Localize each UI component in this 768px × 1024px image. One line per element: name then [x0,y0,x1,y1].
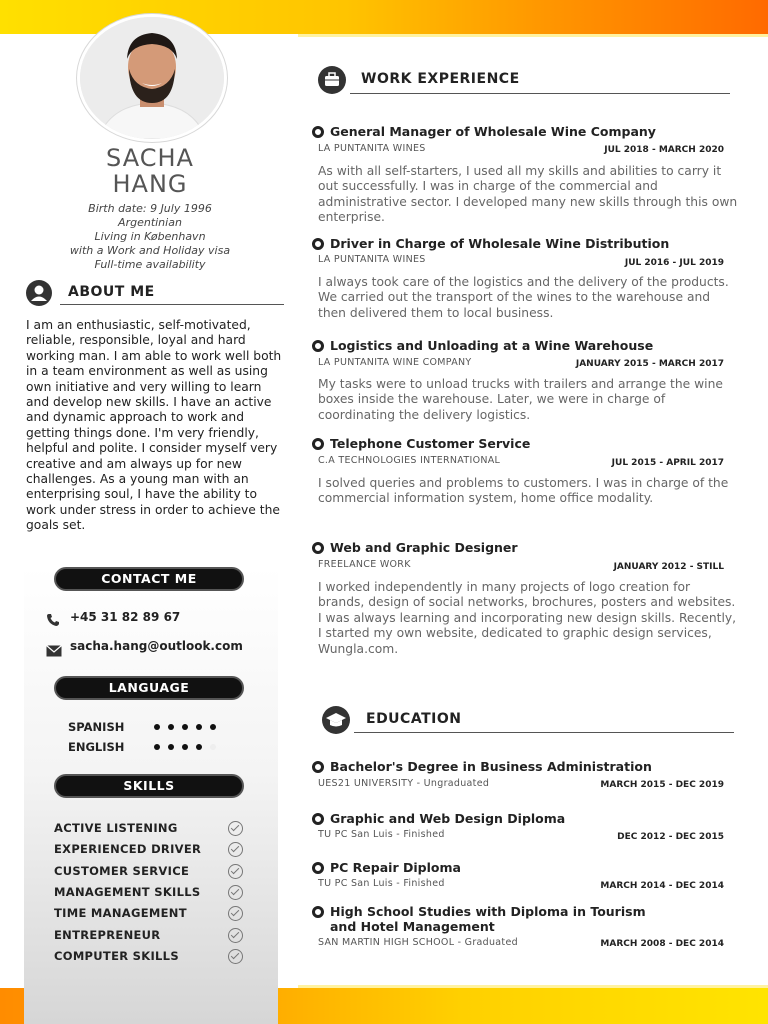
job-description: As with all self-starters, I used all my skills and abilities to carry it out successfully. I was in charge of the commercial and administrative sector. I developed many new skills through this own enterprise. [318,164,738,225]
bullet-icon [312,813,324,825]
bullet-icon [312,438,324,450]
name-first: SACHA [106,144,194,172]
job-company: FREELANCE WORK [318,559,411,570]
briefcase-icon [318,66,346,94]
check-icon [228,842,243,857]
skill-item: TIME MANAGEMENT [54,906,187,920]
bullet-icon [312,862,324,874]
person-icon [26,280,52,306]
job-dates: JANUARY 2012 - STILL [613,562,724,572]
job-company: C.A TECHNOLOGIES INTERNATIONAL [318,455,501,466]
check-icon [228,885,243,900]
job-dates: JUL 2018 - MARCH 2020 [604,145,724,155]
education-dates: MARCH 2015 - DEC 2019 [600,780,724,790]
language-level-spanish [154,724,216,730]
check-icon [228,949,243,964]
education-school: TU PC San Luis - Finished [318,829,445,840]
nationality: Argentinian [118,216,182,229]
skill-item: CUSTOMER SERVICE [54,864,190,878]
phone-number[interactable]: +45 31 82 89 67 [70,610,181,624]
job-title: Logistics and Unloading at a Wine Warehouse [330,338,654,353]
skill-item: MANAGEMENT SKILLS [54,885,201,899]
education-school: UES21 UNIVERSITY - Ungraduated [318,778,490,789]
job-title: General Manager of Wholesale Wine Company [330,124,656,139]
bullet-icon [312,340,324,352]
education-dates: DEC 2012 - DEC 2015 [617,832,724,842]
name-last: HANG [112,170,188,198]
mail-icon [46,642,62,661]
job-dates: JUL 2016 - JUL 2019 [624,258,724,268]
check-icon [228,906,243,921]
profile-photo [77,14,227,142]
education-dates: MARCH 2014 - DEC 2014 [600,881,724,891]
birth-date: Birth date: 9 July 1996 [88,202,212,215]
skill-item: ENTREPRENEUR [54,928,161,942]
job-title: Telephone Customer Service [330,436,531,451]
job-description: I always took care of the logistics and the delivery of the products. We carried out the transport of the wines to the warehouse and then delivered them to local business. [318,275,729,320]
about-rule [60,304,284,305]
email-address[interactable]: sacha.hang@outlook.com [70,639,243,653]
availability: Full-time availability [94,258,206,271]
visa-status: with a Work and Holiday visa [69,244,231,257]
job-dates: JUL 2015 - APRIL 2017 [611,458,724,468]
bullet-icon [312,126,324,138]
language-name: ENGLISH [68,740,125,754]
education-title: Graphic and Web Design Diploma [330,811,566,826]
education-heading: EDUCATION [366,711,462,727]
job-dates: JANUARY 2015 - MARCH 2017 [575,359,724,369]
education-school: SAN MARTIN HIGH SCHOOL - Graduated [318,937,518,948]
education-title: PC Repair Diploma [330,860,461,875]
education-school: TU PC San Luis - Finished [318,878,445,889]
education-dates: MARCH 2008 - DEC 2014 [600,939,724,949]
education-rule [354,732,734,733]
skills-heading: SKILLS [54,774,244,798]
phone-icon [46,612,60,631]
education-title: High School Studies with Diploma in Tourism [330,904,646,919]
language-level-english [154,744,216,750]
job-title: Driver in Charge of Wholesale Wine Distribution [330,236,670,251]
location: Living in København [94,230,206,243]
job-description: I solved queries and problems to customers. I was in charge of the commercial information system, home office modality. [318,476,729,506]
language-heading: LANGUAGE [54,676,244,700]
job-company: LA PUNTANITA WINES [318,143,426,154]
check-icon [228,821,243,836]
contact-heading: CONTACT ME [54,567,244,591]
skill-item: EXPERIENCED DRIVER [54,842,202,856]
skill-item: ACTIVE LISTENING [54,821,178,835]
about-heading: ABOUT ME [68,284,155,300]
bullet-icon [312,542,324,554]
language-name: SPANISH [68,720,125,734]
job-title: Web and Graphic Designer [330,540,518,555]
work-heading: WORK EXPERIENCE [361,71,520,87]
education-title-continued: and Hotel Management [330,919,495,934]
bullet-icon [312,238,324,250]
skill-item: COMPUTER SKILLS [54,949,179,963]
education-title: Bachelor's Degree in Business Administration [330,759,652,774]
about-text: I am an enthusiastic, self-motivated, reliable, responsible, loyal and hard working man. I am able to work well both in a team environment as well as using own initiative and very willing to learn and develop new skills. I have an active and dynamic approach to work and getting things done. I'm very friendly, helpful and polite. I consider myself very creative and am always up for new challenges. As a young man with an enterprising soul, I have the ability to work under stress in order to achieve the goals set. [26,318,282,533]
job-description: I worked independently in many projects of logo creation for brands, design of social networks, brochures, posters and websites. I was always learning and incorporating new design skills. Recently, I started my own website, dedicated to graphic design services, Wungla.com. [318,580,737,656]
job-company: LA PUNTANITA WINE COMPANY [318,357,472,368]
job-description: My tasks were to unload trucks with trailers and arrange the wine boxes inside the warehouse. Later, we were in charge of coordinating the delivery logistics. [318,377,723,422]
job-company: LA PUNTANITA WINES [318,254,426,265]
work-rule [350,93,730,94]
check-icon [228,864,243,879]
graduation-cap-icon [322,706,350,734]
bullet-icon [312,906,324,918]
check-icon [228,928,243,943]
bullet-icon [312,761,324,773]
